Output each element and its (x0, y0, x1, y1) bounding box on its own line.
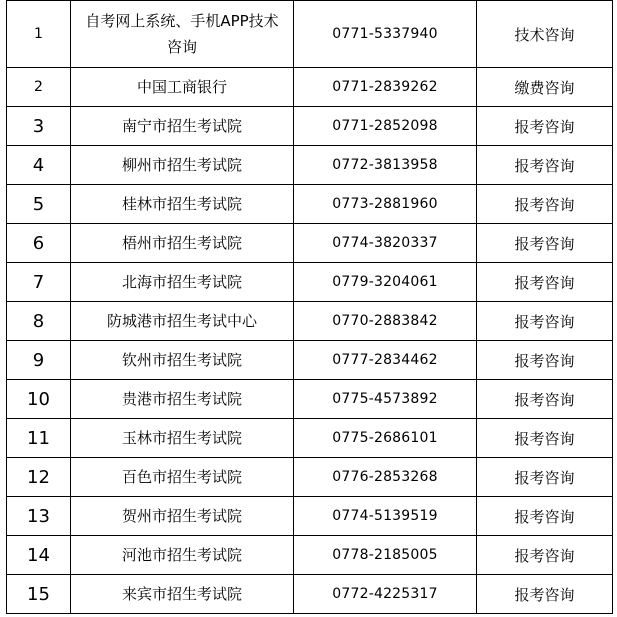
inquiry-type: 报考咨询 (477, 224, 613, 263)
phone-number: 0772-3813958 (294, 146, 477, 185)
inquiry-type: 报考咨询 (477, 536, 613, 575)
phone-number: 0775-4573892 (294, 380, 477, 419)
table-row (7, 185, 613, 224)
inquiry-type: 报考咨询 (477, 380, 613, 419)
phone-number: 0775-2686101 (294, 419, 477, 458)
table-row (7, 1, 613, 68)
phone-number: 0770-2883842 (294, 302, 477, 341)
phone-number: 0772-4225317 (294, 575, 477, 614)
table-row (7, 575, 613, 614)
row-number: 13 (7, 497, 71, 536)
contact-table (6, 0, 613, 614)
organization-name: 百色市招生考试院 (71, 458, 294, 497)
inquiry-type: 报考咨询 (477, 185, 613, 224)
table-row (7, 458, 613, 497)
organization-name: 桂林市招生考试院 (71, 185, 294, 224)
organization-name: 贺州市招生考试院 (71, 497, 294, 536)
phone-number: 0776-2853268 (294, 458, 477, 497)
phone-number: 0771-2852098 (294, 107, 477, 146)
row-number: 11 (7, 419, 71, 458)
row-number: 5 (7, 185, 71, 224)
organization-name: 钦州市招生考试院 (71, 341, 294, 380)
row-number: 7 (7, 263, 71, 302)
row-number: 6 (7, 224, 71, 263)
phone-number: 0774-5139519 (294, 497, 477, 536)
inquiry-type: 报考咨询 (477, 263, 613, 302)
table-row (7, 146, 613, 185)
organization-name: 柳州市招生考试院 (71, 146, 294, 185)
row-number: 1 (7, 1, 71, 68)
row-number: 9 (7, 341, 71, 380)
inquiry-type: 报考咨询 (477, 107, 613, 146)
row-number: 12 (7, 458, 71, 497)
inquiry-type: 报考咨询 (477, 302, 613, 341)
inquiry-type: 报考咨询 (477, 146, 613, 185)
row-number: 2 (7, 68, 71, 107)
organization-name: 贵港市招生考试院 (71, 380, 294, 419)
table-row (7, 419, 613, 458)
table-row (7, 263, 613, 302)
organization-name: 防城港市招生考试中心 (71, 302, 294, 341)
table-row (7, 68, 613, 107)
row-number: 4 (7, 146, 71, 185)
organization-name: 河池市招生考试院 (71, 536, 294, 575)
phone-number: 0771-5337940 (294, 1, 477, 68)
row-number: 10 (7, 380, 71, 419)
table-row (7, 497, 613, 536)
table-row (7, 341, 613, 380)
inquiry-type: 报考咨询 (477, 497, 613, 536)
inquiry-type: 报考咨询 (477, 575, 613, 614)
phone-number: 0777-2834462 (294, 341, 477, 380)
organization-name: 北海市招生考试院 (71, 263, 294, 302)
inquiry-type: 缴费咨询 (477, 68, 613, 107)
table-row (7, 380, 613, 419)
organization-name: 中国工商银行 (71, 68, 294, 107)
table-row (7, 224, 613, 263)
phone-number: 0771-2839262 (294, 68, 477, 107)
organization-name: 来宾市招生考试院 (71, 575, 294, 614)
row-number: 14 (7, 536, 71, 575)
row-number: 3 (7, 107, 71, 146)
organization-name: 梧州市招生考试院 (71, 224, 294, 263)
phone-number: 0774-3820337 (294, 224, 477, 263)
organization-name: 自考网上系统、手机APP技术咨询 (71, 1, 294, 68)
phone-number: 0778-2185005 (294, 536, 477, 575)
inquiry-type: 技术咨询 (477, 1, 613, 68)
organization-name: 玉林市招生考试院 (71, 419, 294, 458)
phone-number: 0773-2881960 (294, 185, 477, 224)
row-number: 15 (7, 575, 71, 614)
inquiry-type: 报考咨询 (477, 419, 613, 458)
phone-number: 0779-3204061 (294, 263, 477, 302)
row-number: 8 (7, 302, 71, 341)
inquiry-type: 报考咨询 (477, 341, 613, 380)
table-row (7, 107, 613, 146)
table-row (7, 536, 613, 575)
organization-name: 南宁市招生考试院 (71, 107, 294, 146)
inquiry-type: 报考咨询 (477, 458, 613, 497)
table-row (7, 302, 613, 341)
